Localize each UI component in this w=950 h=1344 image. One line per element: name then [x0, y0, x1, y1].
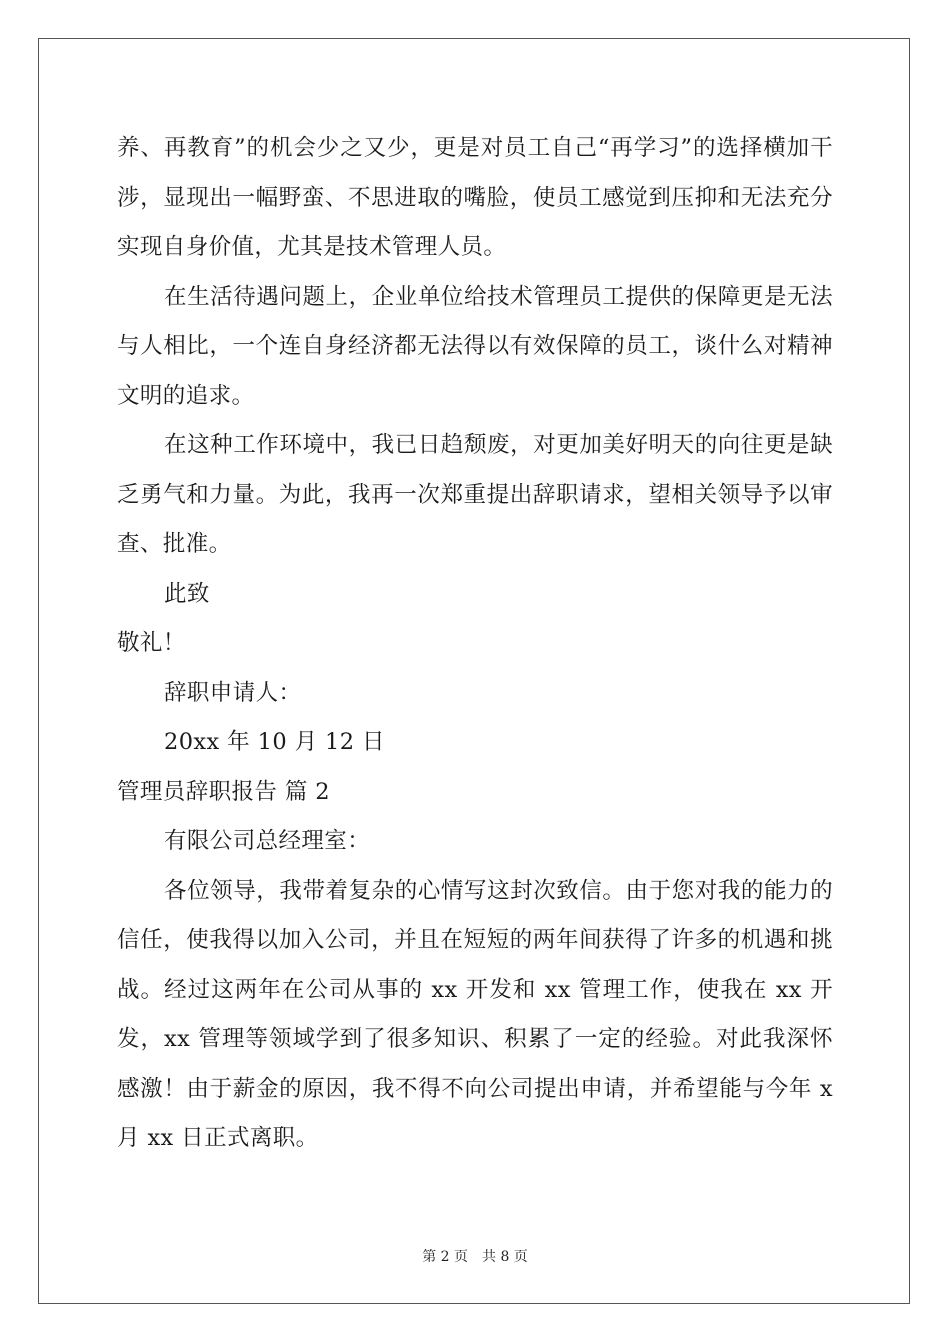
salutation: 敬礼！: [117, 630, 186, 656]
recipient-line: 有限公司总经理室：: [164, 828, 371, 854]
applicant-label: 辞职申请人：: [164, 679, 302, 706]
closing-phrase: 此致: [164, 580, 210, 607]
paragraph-letter-body: 各位领导，我带着复杂的心情写这封次致信。由于您对我的能力的信任，使我得以加入公司，并且在短短的两年间获得了许多的机遇和挑战。经过这两年在公司从事的 xx 开发和 xx 管理工作，使我在 xx 开发，xx 管理等领域学到了很多知识、积累了一定的经验。对此我深怀感激！由于薪金的原因，我不得不向公司提出申请，并希望能与今年 x 月 xx 日正式离职。: [117, 877, 833, 1151]
section-title: 管理员辞职报告 篇 2: [117, 778, 331, 805]
page-number: 第 2 页: [422, 1249, 468, 1265]
paragraph-resignation-request: 在这种工作环境中，我已日趋颓废，对更加美好明天的向往更是缺乏勇气和力量。为此，我再一次郑重提出辞职请求，望相关领导予以审查、批准。: [117, 432, 833, 557]
paragraph-living-conditions: 在生活待遇问题上，企业单位给技术管理员工提供的保障更是无法与人相比，一个连自身经济都无法得以有效保障的员工，谈什么对精神文明的追求。: [117, 283, 833, 409]
paragraph-continued: 养、再教育”的机会少之又少，更是对员工自己“再学习”的选择横加干涉，显现出一幅野蛮、不思进取的嘴脸，使员工感觉到压抑和无法充分实现自身价值，尤其是技术管理人员。: [117, 135, 833, 260]
letter-date: 20xx 年 10 月 12 日: [164, 729, 385, 755]
page-total: 共 8 页: [482, 1249, 528, 1265]
page-footer: [0, 1246, 950, 1266]
document-body: [117, 124, 833, 1164]
